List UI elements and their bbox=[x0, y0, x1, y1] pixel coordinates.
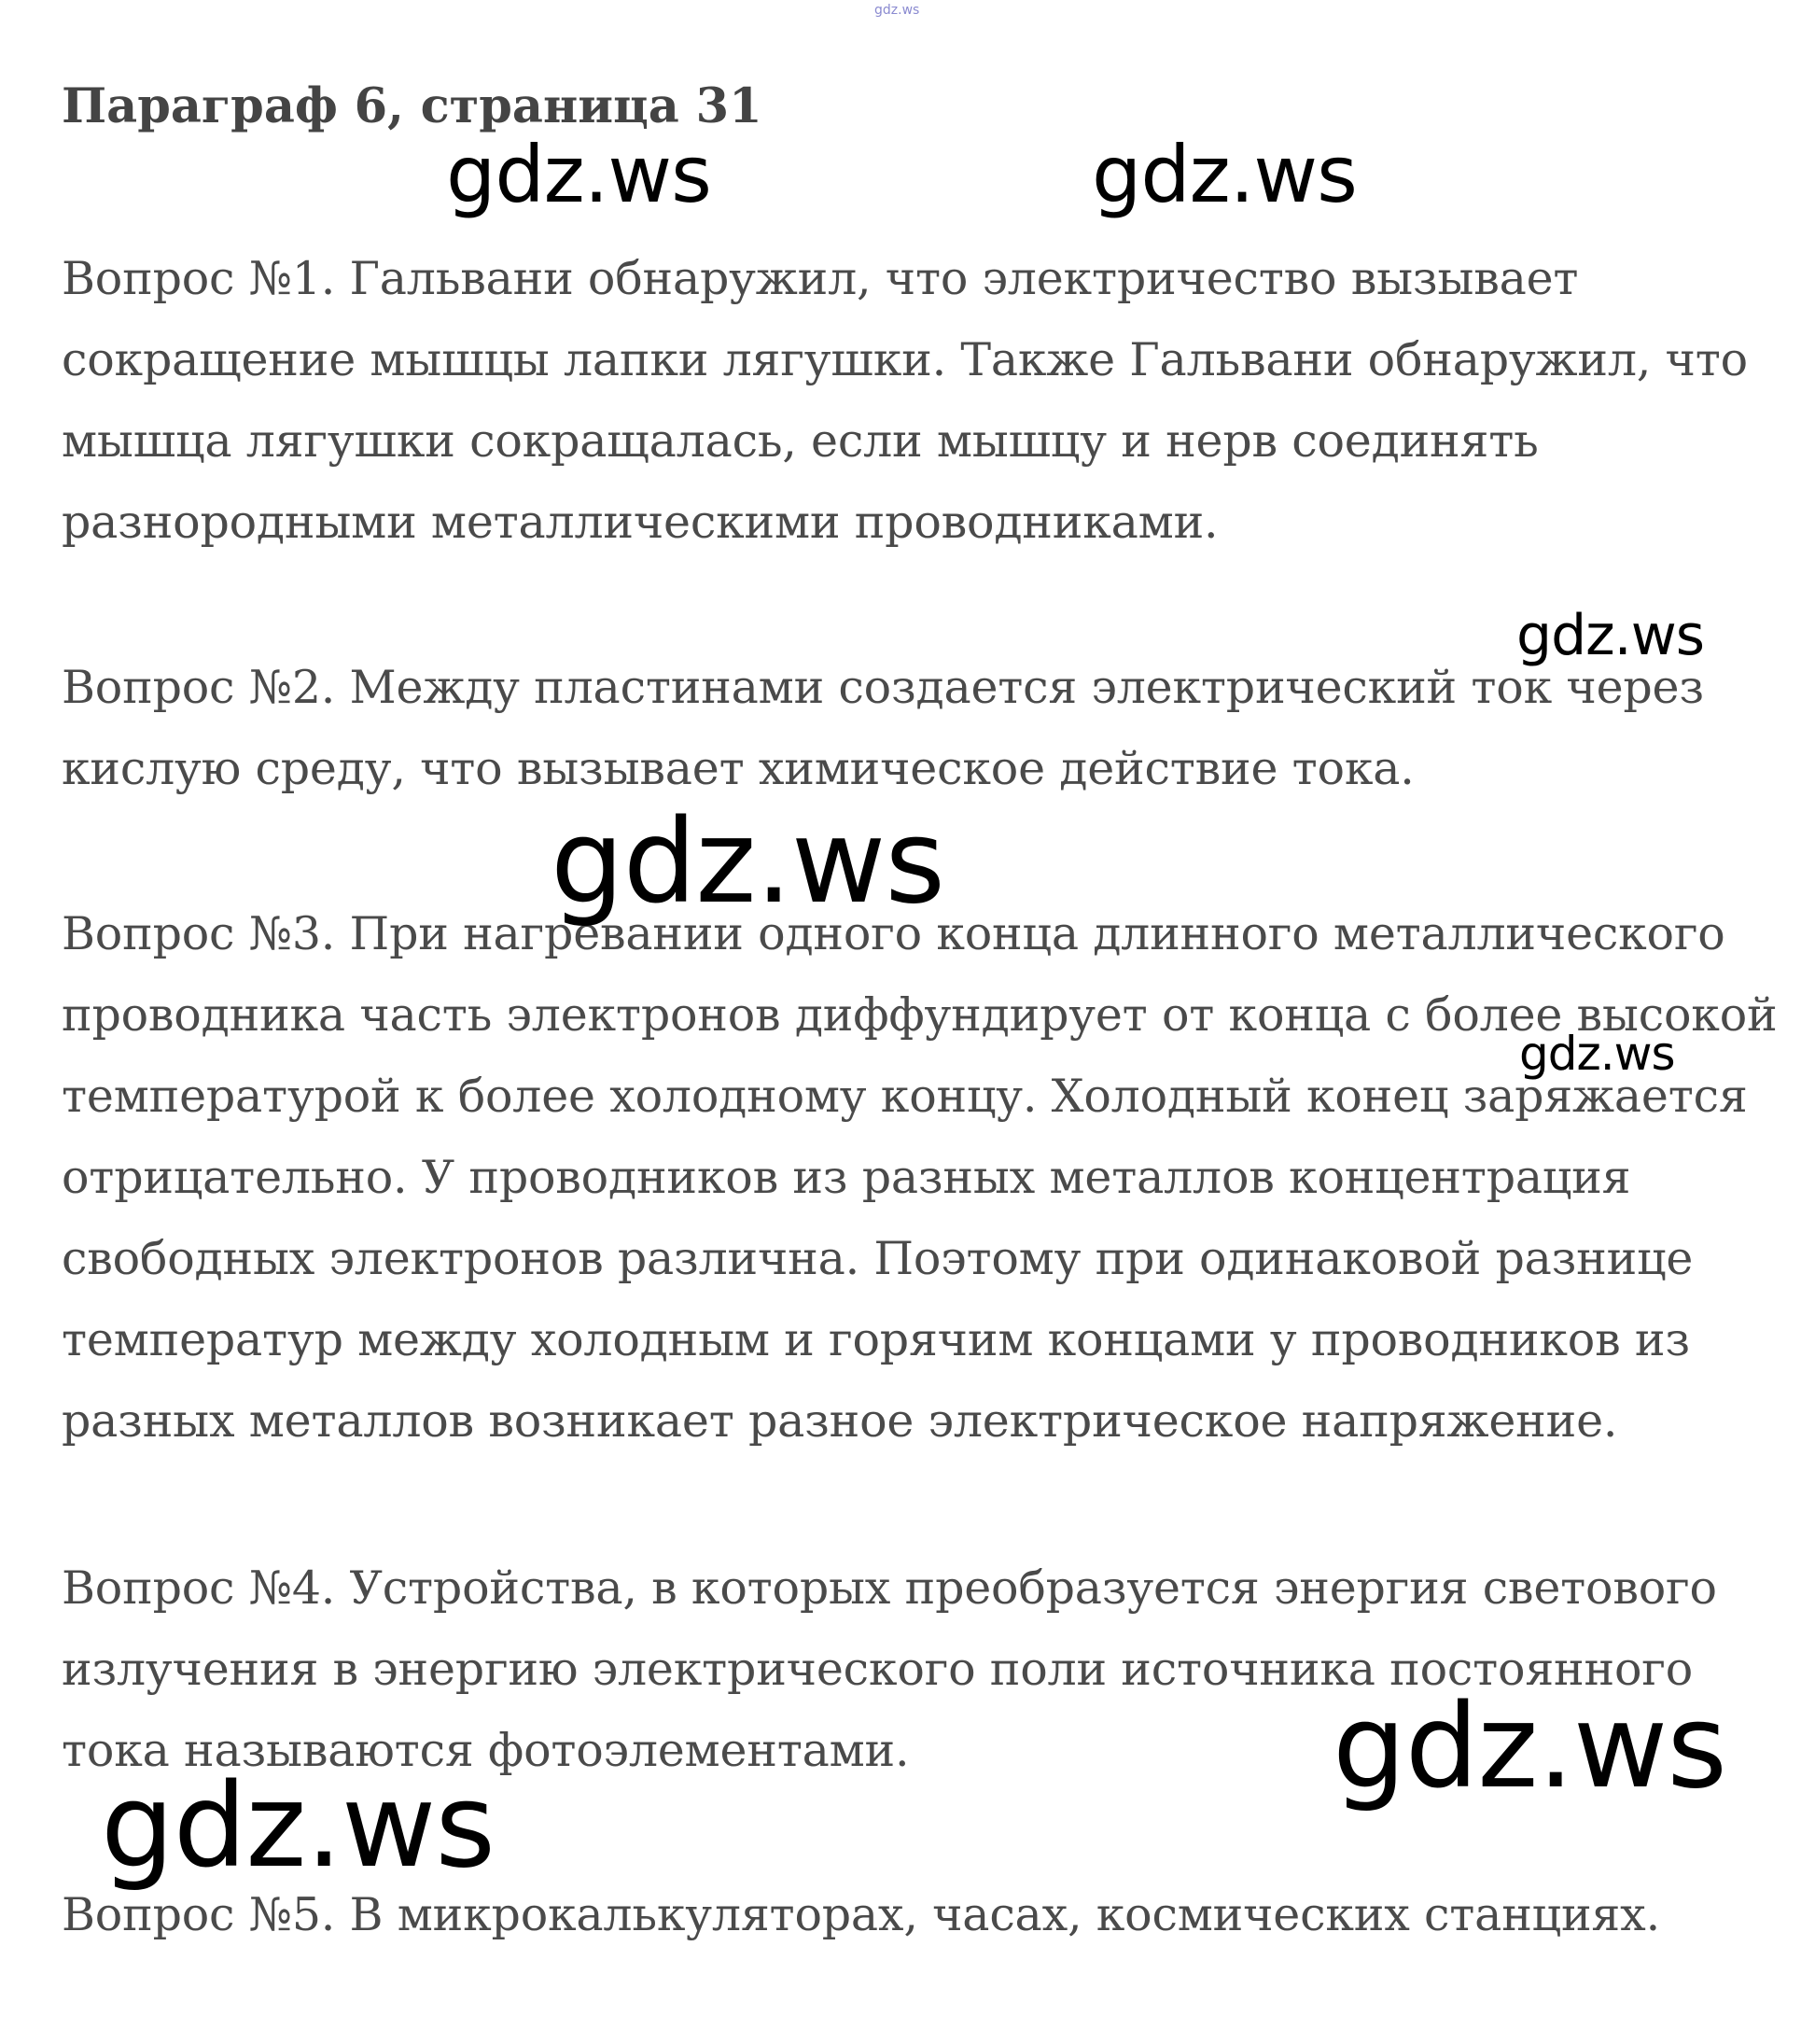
answer-line: Вопрос №5. В микрокалькуляторах, часах, космических станциях. bbox=[62, 1888, 1660, 1941]
answer-3 bbox=[62, 893, 1778, 1462]
answer-line: излучения в энергию электрического поли источника постоянного bbox=[62, 1643, 1694, 1696]
answer-2 bbox=[62, 647, 1741, 809]
answer-line: кислую среду, что вызывает химическое действие тока. bbox=[62, 742, 1415, 795]
answer-line: мышца лягушки сокращалась, если мышцу и нерв соединять bbox=[62, 414, 1539, 468]
watermark: gdz.ws bbox=[1519, 1027, 1675, 1081]
answer-line: сокращение мышцы лапки лягушки. Также Гальвани обнаружил, что bbox=[62, 333, 1748, 386]
answer-line: Вопрос №1. Гальвани обнаружил, что электричество вызывает bbox=[62, 252, 1579, 305]
page-title: Параграф 6, страница 31 bbox=[62, 78, 762, 134]
answer-line: свободных электронов различна. Поэтому при одинаковой разнице bbox=[62, 1232, 1694, 1285]
answer-1 bbox=[62, 238, 1748, 563]
answer-line: отрицательно. У проводников из разных металлов концентрация bbox=[62, 1151, 1631, 1204]
watermark: gdz.ws bbox=[101, 1759, 495, 1894]
answer-line: проводника часть электронов диффундирует от конца с более высокой bbox=[62, 988, 1778, 1042]
watermark: gdz.ws bbox=[1516, 603, 1705, 668]
watermark: gdz.ws bbox=[1333, 1680, 1726, 1814]
answer-line: разных металлов возникает разное электрическое напряжение. bbox=[62, 1394, 1618, 1448]
watermark: gdz.ws bbox=[1092, 129, 1357, 220]
watermark: gdz.ws bbox=[446, 129, 711, 220]
watermark: gdz.ws bbox=[551, 795, 944, 930]
top-watermark: gdz.ws bbox=[874, 3, 920, 18]
answer-line: разнородными металлическими проводниками. bbox=[62, 496, 1219, 549]
answer-line: Вопрос №3. При нагревании одного конца длинного металлического bbox=[62, 907, 1725, 960]
answer-line: температурой к более холодному концу. Холодный конец заряжается bbox=[62, 1070, 1748, 1123]
answer-line: Вопрос №2. Между пластинами создается электрический ток через bbox=[62, 661, 1704, 714]
answer-line: тока называются фотоэлементами. bbox=[62, 1724, 910, 1777]
answer-line: Вопрос №4. Устройства, в которых преобразуется энергия светового bbox=[62, 1561, 1717, 1615]
answer-line: температур между холодным и горячим концами у проводников из bbox=[62, 1313, 1690, 1366]
